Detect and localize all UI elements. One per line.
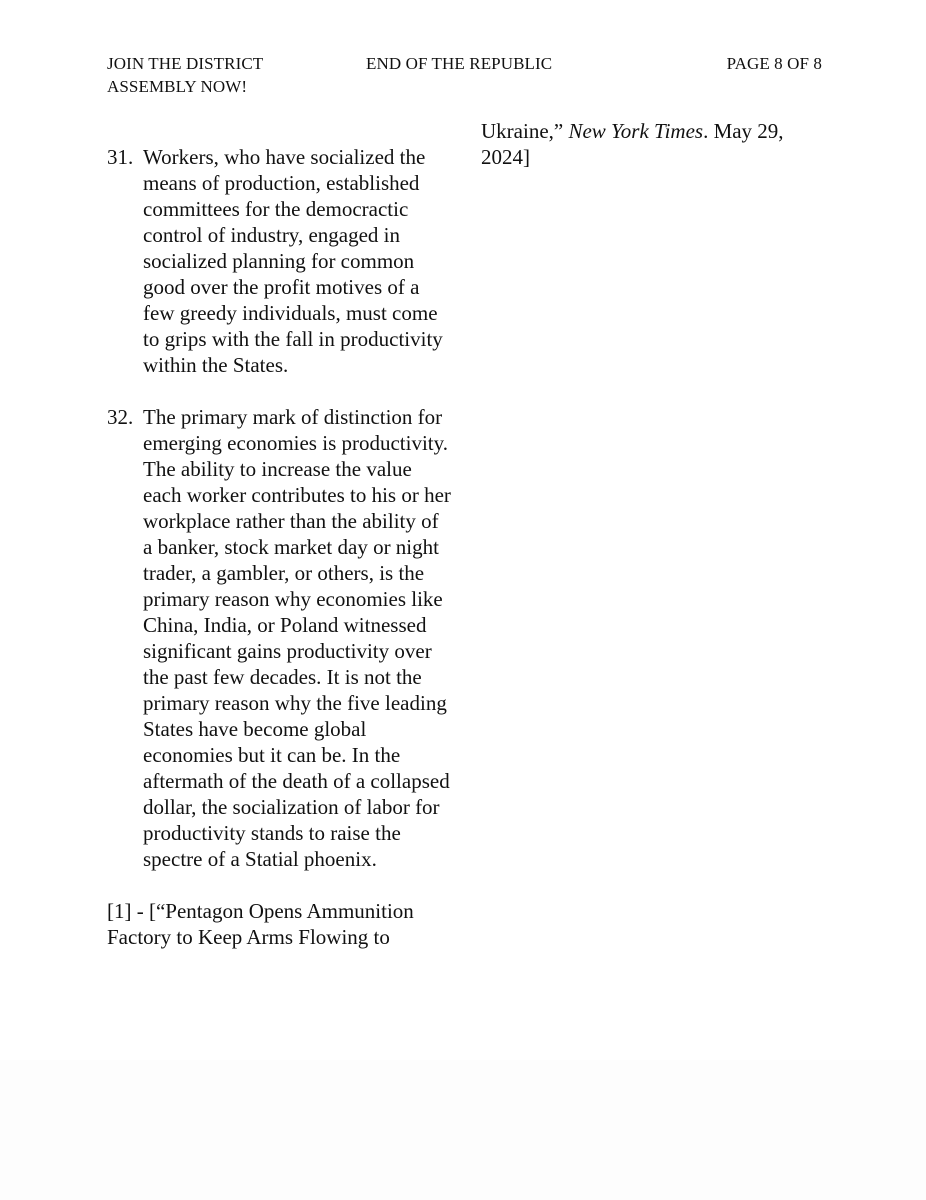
list-item-text: Workers, who have socialized the means of production, established committees for the democractic control of industry, engaged in socialized planning for common good over the profit motives of a few greedy individuals, must come to grips with the fall in productivity within the States. xyxy=(143,145,443,377)
right-column xyxy=(481,118,826,170)
header-left-slogan: JOIN THE DISTRICT ASSEMBLY NOW! xyxy=(107,54,264,96)
list-item-number: 32. xyxy=(107,405,134,429)
footnote-source: New York Times xyxy=(568,119,704,143)
footnote-part-2: . May 29, 2024] xyxy=(481,119,784,169)
header-page-number: PAGE 8 OF 8 xyxy=(726,54,822,73)
list-item-number: 31. xyxy=(107,145,134,169)
page-bottom-shade xyxy=(0,1060,926,1200)
list-item-text: The primary mark of distinction for emerging economies is productivity. The ability to increase the value each worker contributes to his or her workplace rather than the ability of a banker, stock market day or night trader, a gambler, or others, is the primary reason why economies like China, India, or Poland witnessed significant gains productivity over the past few decades. It is not the primary reason why the five leading States have become global economies but it can be. In the aftermath of the death of a collapsed dollar, the socialization of labor for productivity stands to raise the spectre of a Statial phoenix. xyxy=(143,405,451,871)
list-item-31 xyxy=(107,144,452,378)
footnote-part-1: [1] - [“Pentagon Opens Ammunition Factory to Keep Arms Flowing to xyxy=(107,899,414,949)
footnote-continuation: Ukraine,” New York Times. May 29, 2024] xyxy=(481,119,784,169)
list-item-32 xyxy=(107,404,452,872)
header-document-title: END OF THE REPUBLIC xyxy=(366,54,553,73)
left-column xyxy=(107,144,452,950)
